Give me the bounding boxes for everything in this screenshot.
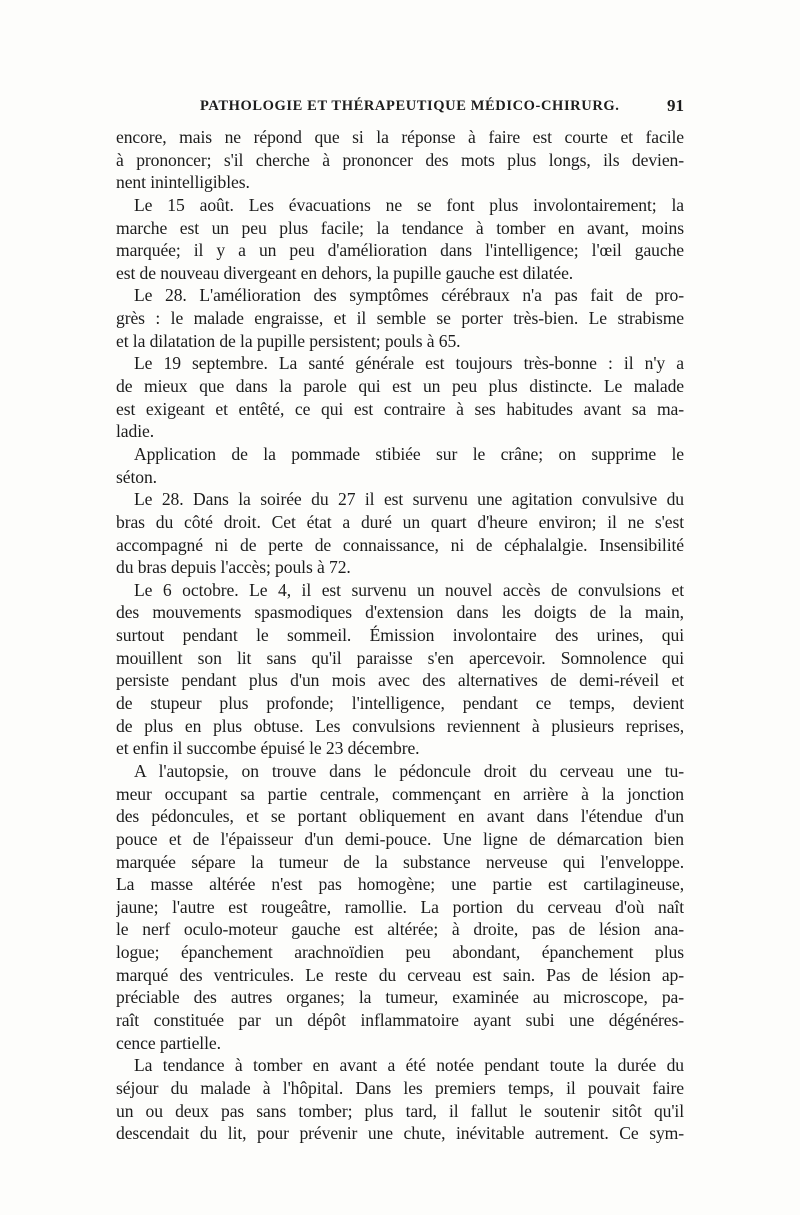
page-number: 91 xyxy=(667,96,684,115)
text-line: nent inintelligibles. xyxy=(116,172,250,193)
text-line: de stupeur plus profonde; l'intelligence, pendant ce temps, devient xyxy=(116,693,684,714)
text-line: bras du côté droit. Cet état a duré un quart d'heure environ; il ne s'est xyxy=(116,511,684,532)
text-line: persiste pendant plus d'un mois avec des alternatives de demi-réveil et xyxy=(116,670,684,691)
text-line: Le 6 octobre. Le 4, il est survenu un nouvel accès de convulsions et xyxy=(134,579,684,600)
text-line: pouce et de l'épaisseur d'un demi-pouce. Une ligne de démarcation bien xyxy=(116,828,684,849)
text-line: surtout pendant le sommeil. Émission involontaire des urines, qui xyxy=(116,625,684,646)
text-line: marqué des ventricules. Le reste du cerveau est sain. Pas de lésion ap- xyxy=(116,964,684,985)
text-line: des mouvements spasmodiques d'extension dans les doigts de la main, xyxy=(116,602,684,623)
text-line: est de nouveau divergeant en dehors, la pupille gauche est dilatée. xyxy=(116,262,574,283)
text-line: marche est un peu plus facile; la tendance à tomber en avant, moins xyxy=(116,217,684,238)
text-line: Le 28. L'amélioration des symptômes cérébraux n'a pas fait de pro- xyxy=(134,285,684,306)
text-line: grès : le malade engraisse, et il semble se porter très-bien. Le strabisme xyxy=(116,308,684,329)
running-title: PATHOLOGIE ET THÉRAPEUTIQUE MÉDICO-CHIRURG. xyxy=(200,98,620,114)
text-line: ladie. xyxy=(116,421,154,442)
text-line: meur occupant sa partie centrale, commençant en arrière à la jonction xyxy=(116,783,684,804)
text-line: encore, mais ne répond que si la réponse à faire est courte et facile xyxy=(116,127,684,147)
text-line: descendait du lit, pour prévenir une chute, inévitable autrement. Ce sym- xyxy=(116,1123,684,1144)
text-line: marquée sépare la tumeur de la substance nerveuse qui l'enveloppe. xyxy=(116,851,684,872)
text-line: Le 28. Dans la soirée du 27 il est survenu une agitation convulsive du xyxy=(134,489,684,510)
text-line: de mieux que dans la parole qui est un peu plus distincte. Le malade xyxy=(116,376,684,397)
text-line: le nerf oculo-moteur gauche est altérée; à droite, pas de lésion ana- xyxy=(116,919,684,940)
text-line: à prononcer; s'il cherche à prononcer des mots plus longs, ils devien- xyxy=(116,149,684,170)
text-line: Application de la pommade stibiée sur le crâne; on supprime le xyxy=(134,443,684,464)
text-line: un ou deux pas sans tomber; plus tard, il fallut le soutenir sitôt qu'il xyxy=(116,1100,684,1121)
text-line: logue; épanchement arachnoïdien peu abondant, épanchement plus xyxy=(116,942,684,963)
text-line: est exigeant et entêté, ce qui est contraire à ses habitudes avant sa ma- xyxy=(116,398,684,419)
text-line: des pédoncules, et se portant obliquement en avant dans l'étendue d'un xyxy=(116,806,684,827)
text-line: La tendance à tomber en avant a été notée pendant toute la durée du xyxy=(134,1055,684,1076)
text-line: marquée; il y a un peu d'amélioration dans l'intelligence; l'œil gauche xyxy=(116,240,684,261)
text-line: du bras depuis l'accès; pouls à 72. xyxy=(116,557,351,578)
text-line: jaune; l'autre est rougeâtre, ramollie. La portion du cerveau d'où naît xyxy=(116,896,684,917)
text-line: séjour du malade à l'hôpital. Dans les premiers temps, il pouvait faire xyxy=(116,1077,684,1098)
text-line: raît constituée par un dépôt inflammatoire ayant subi une dégénéres- xyxy=(116,1009,684,1030)
text-line: mouillent son lit sans qu'il paraisse s'en apercevoir. Somnolence qui xyxy=(116,647,684,668)
text-line: accompagné ni de perte de connaissance, ni de céphalalgie. Insensibilité xyxy=(116,534,684,555)
body-text xyxy=(116,126,684,1145)
text-line: A l'autopsie, on trouve dans le pédoncule droit du cerveau une tu- xyxy=(134,760,684,781)
text-line: cence partielle. xyxy=(116,1032,221,1053)
text-line: préciable des autres organes; la tumeur, examinée au microscope, pa- xyxy=(116,987,684,1008)
text-line: et la dilatation de la pupille persistent; pouls à 65. xyxy=(116,330,461,351)
text-line: séton. xyxy=(116,466,157,487)
running-head xyxy=(116,98,684,120)
text-line: Le 15 août. Les évacuations ne se font plus involontairement; la xyxy=(134,194,684,215)
text-line: La masse altérée n'est pas homogène; une partie est cartilagineuse, xyxy=(116,874,684,895)
text-line: et enfin il succombe épuisé le 23 décembre. xyxy=(116,738,420,759)
text-line: Le 19 septembre. La santé générale est toujours très-bonne : il n'y a xyxy=(134,353,684,374)
text-line: de plus en plus obtuse. Les convulsions reviennent à plusieurs reprises, xyxy=(116,715,684,736)
